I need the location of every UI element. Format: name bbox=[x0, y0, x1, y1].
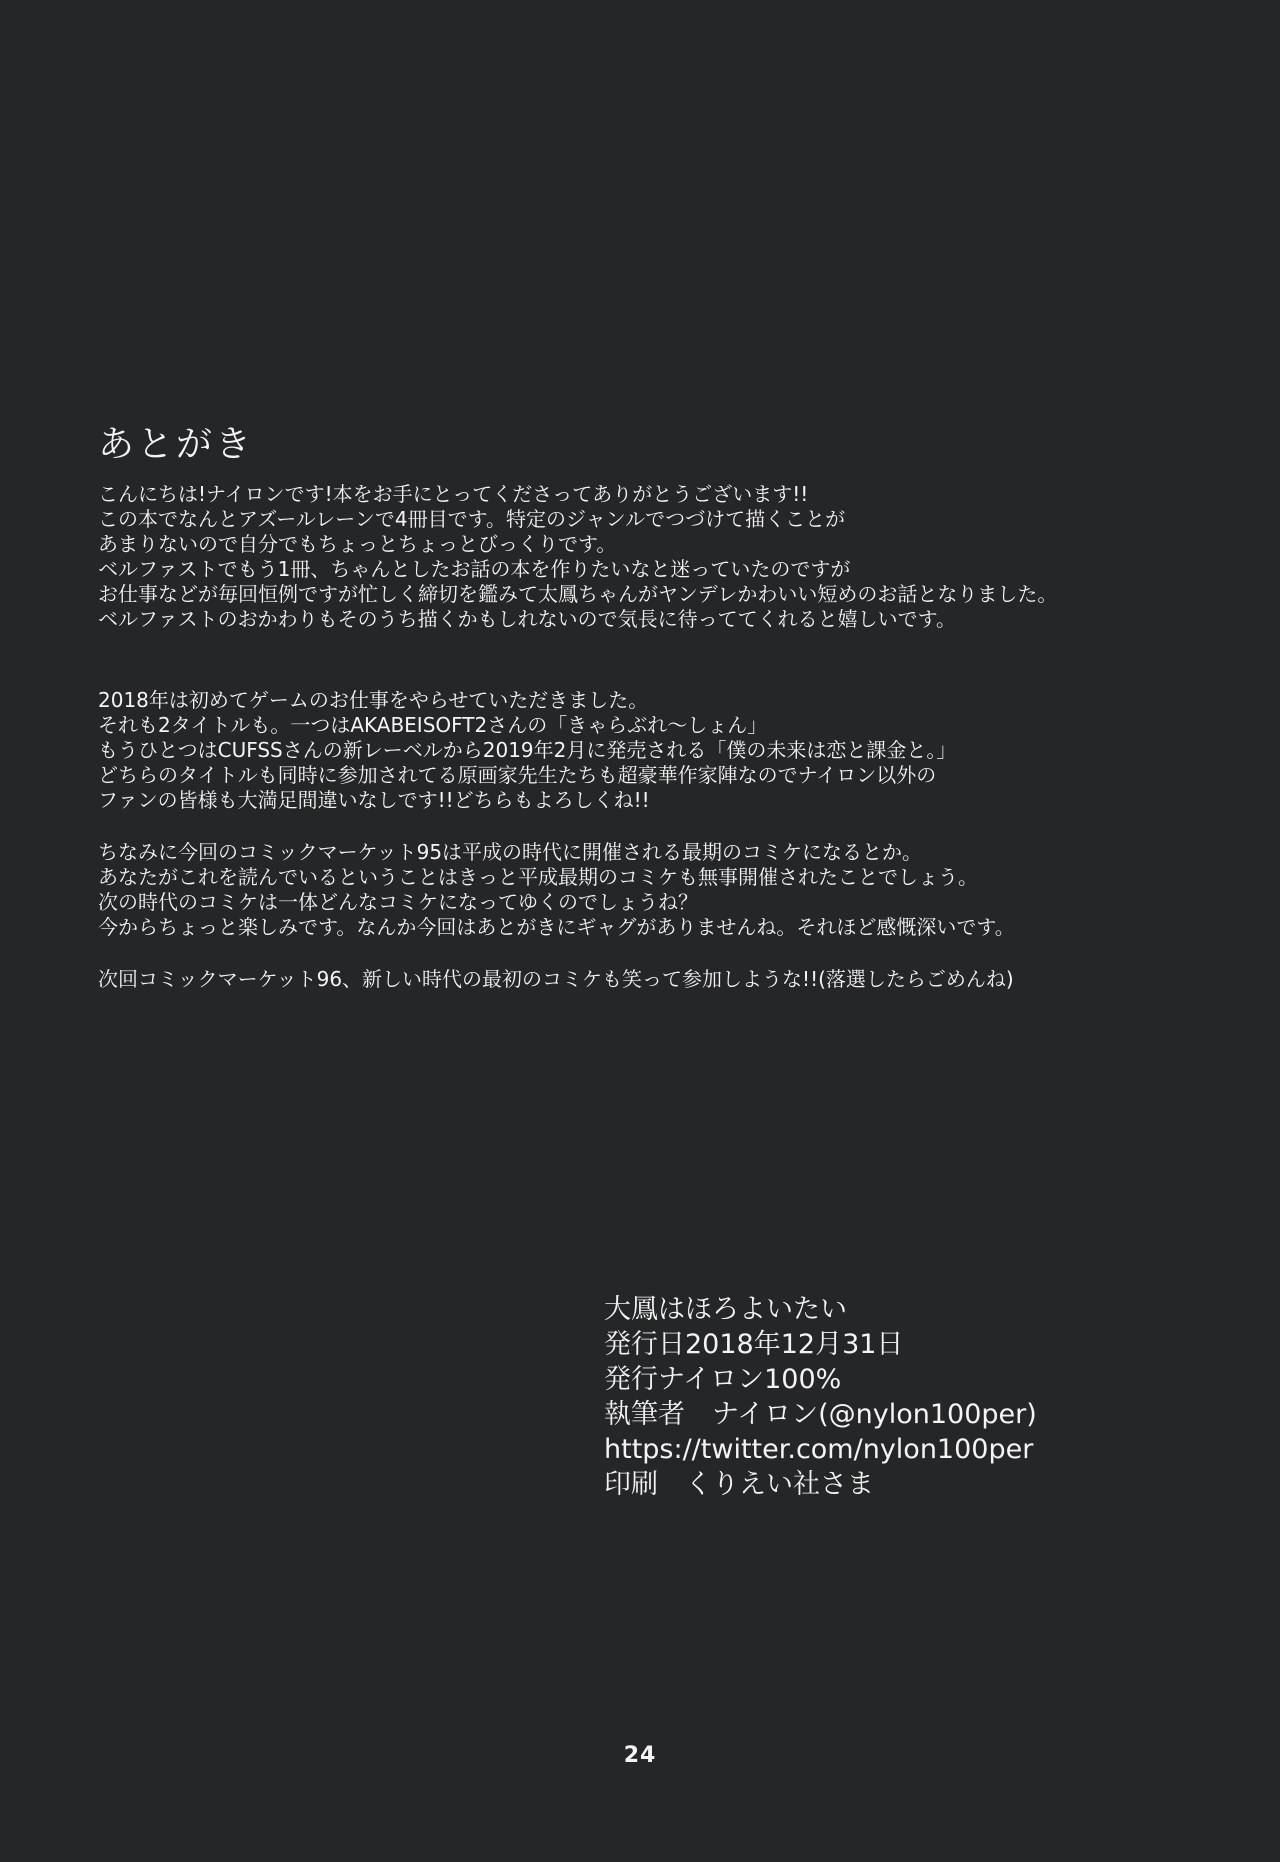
text-line: こんにちは!ナイロンです!本をお手にとってくださってありがとうございます!! bbox=[98, 482, 809, 506]
afterword-body bbox=[98, 482, 1258, 992]
author-url: https://twitter.com/nylon100per bbox=[604, 1434, 1034, 1465]
issue-date: 発行日2018年12月31日 bbox=[604, 1329, 904, 1360]
text-line: ベルファストでもう1冊、ちゃんとしたお話の本を作りたいなと迷っていたのですが bbox=[98, 557, 851, 581]
printer-credit: 印刷 くりえい社さま bbox=[604, 1469, 874, 1500]
text-line: 今からちょっと楽しみです。なんか今回はあとがきにギャグがありませんね。それほど感慨深いです。 bbox=[98, 915, 1015, 939]
text-line: どちらのタイトルも同時に参加されてる原画家先生たちも超豪華作家陣なのでナイロン以外の bbox=[98, 763, 937, 787]
colophon bbox=[604, 1292, 1164, 1502]
text-line: あなたがこれを読んでいるということはきっと平成最期のコミケも無事開催されたことでしょう。 bbox=[98, 865, 978, 889]
afterword-paragraph-2 bbox=[98, 688, 1258, 813]
page-number: 24 bbox=[623, 1743, 657, 1768]
text-line: それも2タイトルも。一つはAKABEISOFT2さんの「きゃらぶれ～しょん」 bbox=[98, 713, 768, 737]
text-line: お仕事などが毎回恒例ですが忙しく締切を鑑みて太鳳ちゃんがヤンデレかわいい短めのお話となりました。 bbox=[98, 582, 1058, 606]
paragraph-spacer bbox=[98, 813, 1258, 840]
text-line: あまりないので自分でもちょっとちょっとびっくりです。 bbox=[98, 532, 617, 556]
book-title: 大鳳はほろよいたい bbox=[604, 1294, 847, 1325]
afterword-paragraph-1 bbox=[98, 482, 1258, 632]
text-line: 2018年は初めてゲームのお仕事をやらせていただきました。 bbox=[98, 688, 649, 712]
text-line: もうひとつはCUFSSさんの新レーベルから2019年2月に発売される「僕の未来は恋と課金と。」 bbox=[98, 738, 957, 762]
afterword-paragraph-4 bbox=[98, 967, 1258, 992]
text-line: ちなみに今回のコミックマーケット95は平成の時代に開催される最期のコミケになるとか。 bbox=[98, 840, 923, 864]
text-line: ベルファストのおかわりもそのうち描くかもしれないので気長に待っててくれると嬉しいです。 bbox=[98, 607, 956, 631]
author-credit: 執筆者 ナイロン(@nylon100per) bbox=[604, 1399, 1037, 1430]
publisher: 発行ナイロン100% bbox=[604, 1364, 842, 1395]
paragraph-spacer bbox=[98, 940, 1258, 967]
text-line: 次回コミックマーケット96、新しい時代の最初のコミケも笑って参加しような!!(落選したらごめんね) bbox=[98, 967, 1014, 991]
afterword-heading: あとがき bbox=[98, 424, 255, 465]
paragraph-spacer bbox=[98, 632, 1258, 688]
text-line: 次の時代のコミケは一体どんなコミケになってゆくのでしょうね？ bbox=[98, 890, 698, 914]
afterword-paragraph-3 bbox=[98, 840, 1258, 940]
text-line: ファンの皆様も大満足間違いなしです!!どちらもよろしくね!! bbox=[98, 788, 650, 812]
text-line: この本でなんとアズールレーンで4冊目です。特定のジャンルでつづけて描くことが bbox=[98, 507, 846, 531]
